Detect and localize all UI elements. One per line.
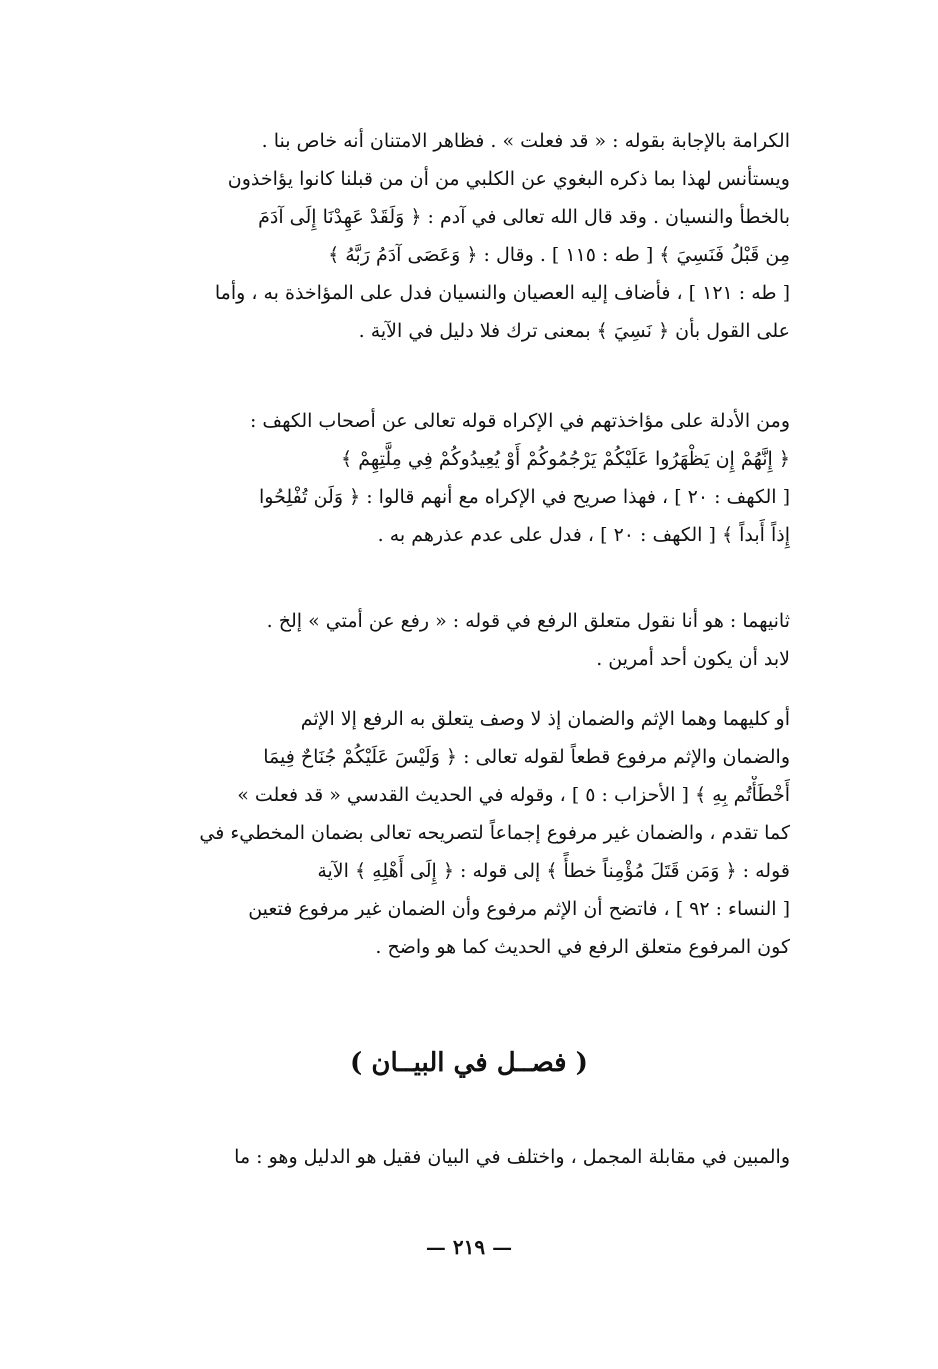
text-line: لابد أن يكون أحد أمرين . bbox=[596, 648, 790, 670]
paragraph-4 bbox=[130, 700, 790, 966]
page-number: — ٢١٩ — bbox=[425, 1235, 513, 1259]
text-line: ومن الأدلة على مؤاخذتهم في الإكراه قوله تعالى عن أصحاب الكهف : bbox=[249, 410, 790, 432]
paragraph-3 bbox=[130, 602, 790, 678]
text-line: على القول بأن ﴿ نَسِيَ ﴾ بمعنى ترك فلا دليل في الآية . bbox=[358, 320, 790, 342]
text-line: بالخطأ والنسيان . وقد قال الله تعالى في آدم : ﴿ وَلَقَدْ عَهِدْنَا إِلَى آدَمَ bbox=[258, 206, 790, 228]
text-line: الكرامة بالإجابة بقوله : « قد فعلت » . فظاهر الامتنان أنه خاص بنا . bbox=[261, 130, 790, 152]
text-line: ﴿ إِنَّهُمْ إِن يَظْهَرُوا عَلَيْكُمْ يَرْجُمُوكُمْ أَوْ يُعِيدُوكُمْ فِي مِلَّتِهِمْ ﴾ bbox=[341, 448, 790, 470]
text-line: [ النساء : ٩٢ ] ، فاتضح أن الإثم مرفوع وأن الضمان غير مرفوع فتعين bbox=[248, 898, 790, 920]
text-line: أو كليهما وهما الإثم والضمان إذ لا وصف يتعلق به الرفع إلا الإثم bbox=[300, 708, 790, 730]
paragraph-2 bbox=[130, 402, 790, 554]
text-line: ثانيهما : هو أنا نقول متعلق الرفع في قوله : « رفع عن أمتي » إلخ . bbox=[266, 610, 790, 632]
text-line: والمبين في مقابلة المجمل ، واختلف في البيان فقيل هو الدليل وهو : ما bbox=[234, 1146, 790, 1168]
text-line: كون المرفوع متعلق الرفع في الحديث كما هو واضح . bbox=[375, 936, 790, 958]
text-line: والضمان والإثم مرفوع قطعاً لقوله تعالى : ﴿ وَلَيْسَ عَلَيْكُمْ جُنَاحٌ فِيمَا bbox=[263, 746, 790, 768]
text-line: إِذاً أَبداً ﴾ [ الكهف : ٢٠ ] ، فدل على عدم عذرهم به . bbox=[377, 524, 790, 546]
section-heading: ( فصــل في البيــان ) bbox=[350, 1048, 588, 1078]
text-line: قوله : ﴿ وَمَن قَتَلَ مُؤْمِناً خطأً ﴾ إلى قوله : ﴿ إِلَى أَهْلِهِ ﴾ الآية bbox=[317, 860, 790, 882]
text-line: مِن قَبْلُ فَنَسِيَ ﴾ [ طه : ١١٥ ] . وقال : ﴿ وَعَصَى آدَمُ رَبَّهُ ﴾ bbox=[328, 244, 790, 266]
paragraph-1 bbox=[130, 122, 790, 350]
text-line: كما تقدم ، والضمان غير مرفوع إجماعاً لتصريحه تعالى بضمان المخطيء في bbox=[199, 822, 790, 844]
text-line: [ الكهف : ٢٠ ] ، فهذا صريح في الإكراه مع أنهم قالوا : ﴿ وَلَن تُفْلِحُوا bbox=[259, 486, 790, 508]
text-line: أَخْطَأْتُم بِهِ ﴾ [ الأحزاب : ٥ ] ، وقوله في الحديث القدسي « قد فعلت » bbox=[237, 784, 790, 806]
text-line: [ طه : ١٢١ ] ، فأضاف إليه العصيان والنسيان فدل على المؤاخذة به ، وأما bbox=[214, 282, 790, 304]
paragraph-5 bbox=[130, 1138, 790, 1176]
text-line: ويستأنس لهذا بما ذكره البغوي عن الكلبي من أن من قبلنا كانوا يؤاخذون bbox=[227, 168, 790, 190]
